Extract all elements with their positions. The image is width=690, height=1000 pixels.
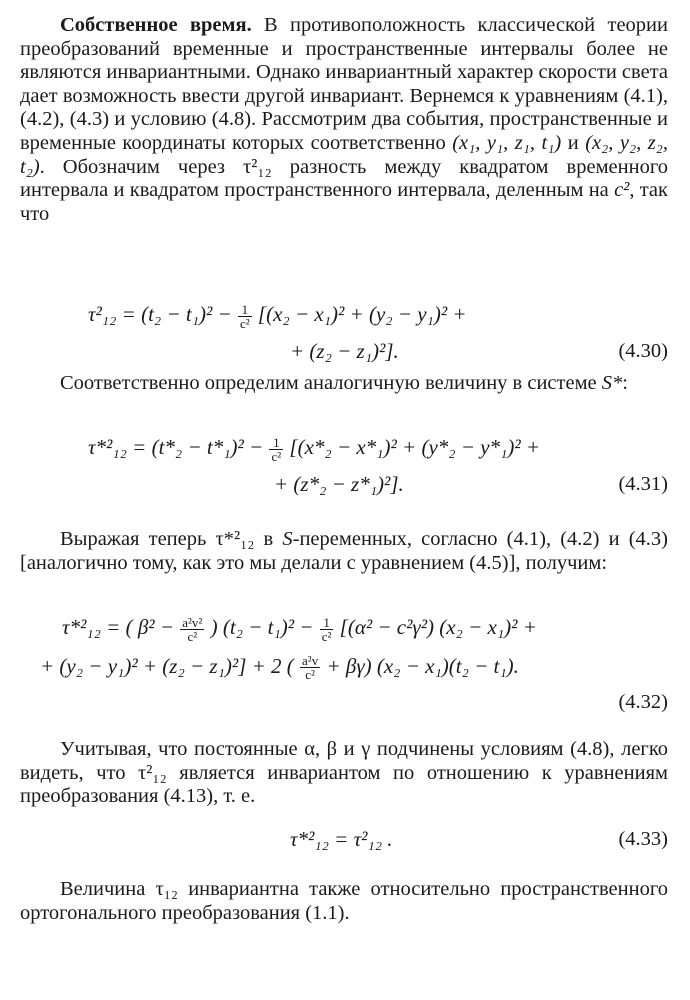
paragraph-proper-time: Собственное время. В противоположность классической теории преобразований временные и пространственные интервалы более не являются инвариантными. Однако инвариантный характер скорости света дает возможность ввести другой инвариант. Вернемся к уравнениям (4.1), (4.2), (4.3) и условию (4.8). Рассмотрим два события, пространственные и временные координаты которых соответственно (x₁, y₁, z₁, t₁) и (x₂, y₂, z₂, t₂). Обозначим через τ²₁₂ разность между квадратом временного интервала и квадратом пространственного интервала, деленным на c², так что [20, 14, 668, 225]
equation-4-33: τ*²₁₂ = τ²₁₂ . (4.33) [290, 827, 668, 851]
equation-4-30: τ²₁₂ = (t₂ − t₁)² − $\frac{1}{\text{c²}}$ [(x₂ − x₁)² + (y₂ − y₁)² + + (z₂ − z₁)²]. (4.30) [88, 301, 668, 363]
equation-number: (4.32) [618, 691, 668, 714]
paragraph-considering: Учитывая, что постоянные α, β и γ подчинены условиям (4.8), легко видеть, что τ²₁₂ является инвариантом по отношению к уравнениям преобразования (4.13), т. е. [20, 738, 668, 808]
section-heading: Собственное время. [60, 14, 252, 36]
fraction: $\frac{1}{\text{c²}}$ [321, 614, 332, 644]
paragraph-invariant: Величина τ₁₂ инвариантна также относительно пространственного ортогонального преобразования (1.1). [20, 878, 668, 924]
fraction: $\frac{\text{a²v²}}{\text{c²}}$ [182, 614, 203, 644]
fraction: $\frac{\text{a²v}}{\text{c²}}$ [302, 653, 319, 683]
paragraph-expressing: Выражая теперь τ*²₁₂ в S-переменных, согласно (4.1), (4.2) и (4.3) [аналогично тому, как это мы делали с уравнением (4.5)], получим: [20, 528, 669, 574]
equation-4-32: τ*²₁₂ = ( β² − $\frac{\text{a²v²}}{\text{c²}}$ ) (t₂ − t₁)² − $\frac{1}{\text{c²}}$ [(α² − c²γ²) (x₂ − x₁)² + + (y₂ − y₁)² + (z₂ − z₁)²] + 2 ( $\frac{\text{a²v}}{\text{c²}}$ + βγ) (x₂ − x₁)(t₂ − t₁). (4.32) [40, 614, 668, 714]
equation-number: (4.31) [618, 472, 668, 495]
equation-number: (4.30) [618, 339, 668, 362]
fraction: $\frac{1}{\text{c²}}$ [271, 434, 282, 464]
equation-number: (4.33) [618, 828, 668, 850]
equation-4-31: τ*²₁₂ = (t*₂ − t*₁)² − $\frac{1}{\text{c²}}$ [(x*₂ − x*₁)² + (y*₂ − y*₁)² + + (z*₂ − z*₁)²]. (4.31) [88, 434, 668, 496]
fraction: $\frac{1}{\text{c²}}$ [239, 301, 250, 331]
paragraph-s-star: Соответственно определим аналогичную величину в системе S*: [60, 372, 628, 394]
